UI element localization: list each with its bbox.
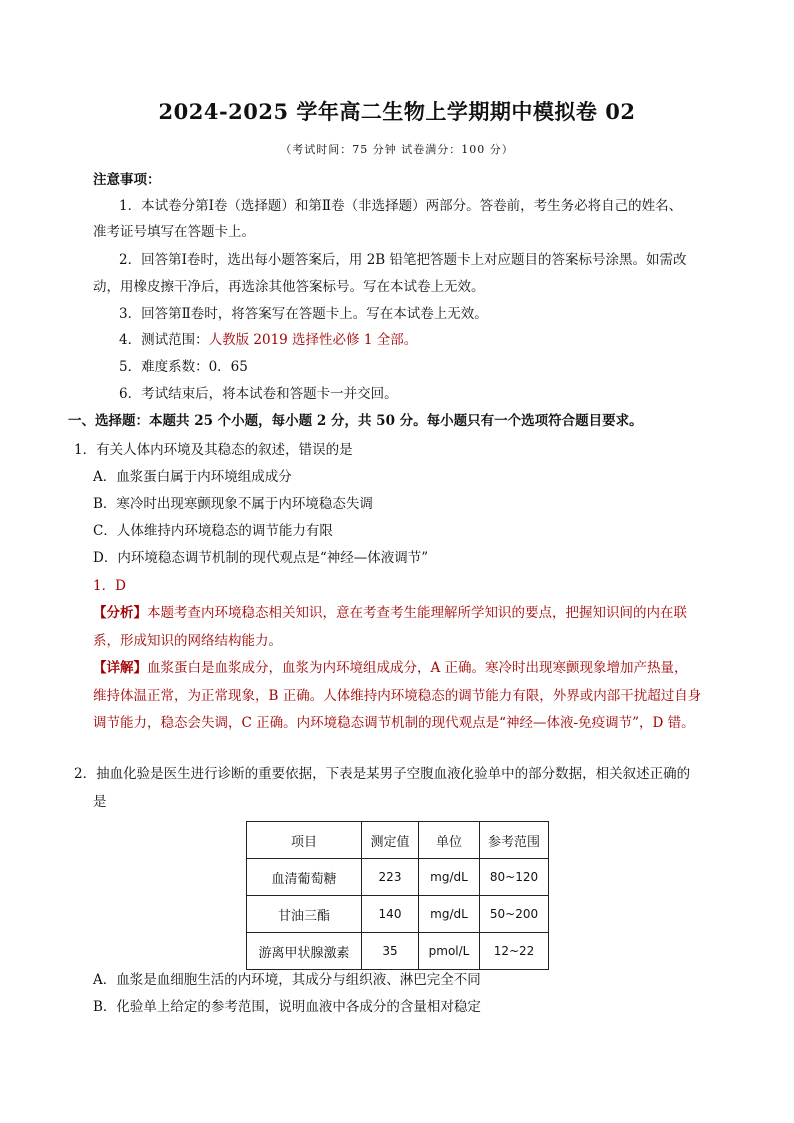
- table-cell: 血清葡萄糖: [247, 859, 362, 896]
- table-cell: 甘油三酯: [247, 896, 362, 933]
- notice-item-4-label: 4．测试范围：: [119, 332, 209, 348]
- table-row: [247, 896, 549, 933]
- table-cell: 35: [362, 933, 419, 970]
- notice-item-5: 5．难度系数：0．65: [119, 359, 248, 375]
- table-cell: 140: [362, 896, 419, 933]
- table-row: [247, 933, 549, 970]
- q1-analysis: [93, 603, 687, 623]
- notice-item-1: 1．本试卷分第Ⅰ卷（选择题）和第Ⅱ卷（非选择题）两部分。答卷前，考生务必将自己的姓名、: [119, 198, 683, 214]
- notice-item-6: 6．考试结束后，将本试卷和答题卡一并交回。: [119, 386, 398, 402]
- section-heading: 一、选择题：本题共 25 个小题，每小题 2 分，共 50 分。每小题只有一个选项符合题目要求。: [68, 413, 643, 429]
- notice-item-2: 2．回答第Ⅰ卷时，选出每小题答案后，用 2B 铅笔把答题卡上对应题目的答案标号涂黑。如需改: [119, 252, 687, 268]
- notice-heading: 注意事项：: [93, 172, 161, 188]
- q1-answer: 1．D: [93, 578, 126, 594]
- q1-detail: [93, 658, 688, 678]
- table-header-cell: 项目: [247, 822, 362, 859]
- exam-title: 2024-2025 学年高二生物上学期期中模拟卷 02: [158, 99, 636, 124]
- table-cell: 80~120: [480, 859, 549, 896]
- q1-analysis-text: 本题考查内环境稳态相关知识，意在考查考生能理解所学知识的要点，把握知识间的内在联: [147, 605, 687, 621]
- q2-option-a: A．血浆是血细胞生活的内环境，其成分与组织液、淋巴完全不同: [93, 972, 481, 988]
- lab-result-table: [246, 821, 549, 970]
- q1-analysis-tag: 【分析】: [93, 605, 147, 621]
- table-header-row: [247, 822, 549, 859]
- q1-stem: 1．有关人体内环境及其稳态的叙述，错误的是: [74, 442, 353, 458]
- q1-option-d: D．内环境稳态调节机制的现代观点是“神经—体液调节”: [93, 550, 429, 566]
- q2-option-b: B．化验单上给定的参考范围，说明血液中各成分的含量相对稳定: [93, 999, 481, 1015]
- notice-item-3: 3．回答第Ⅱ卷时，将答案写在答题卡上。写在本试卷上无效。: [119, 306, 488, 322]
- notice-item-4-value: 人教版 2019 选择性必修 1 全部。: [208, 332, 418, 348]
- table-cell: pmol/L: [419, 933, 480, 970]
- table-header-cell: 单位: [419, 822, 480, 859]
- notice-item-4: [119, 330, 417, 350]
- q1-option-c: C．人体维持内环境稳态的调节能力有限: [93, 523, 333, 539]
- q1-option-b: B．寒冷时出现寒颤现象不属于内环境稳态失调: [93, 496, 373, 512]
- notice-item-1-cont: 准考证号填写在答题卡上。: [93, 224, 255, 240]
- table-header-cell: 测定值: [362, 822, 419, 859]
- notice-item-2-cont: 动，用橡皮擦干净后，再选涂其他答案标号。写在本试卷上无效。: [93, 279, 485, 295]
- table-cell: 223: [362, 859, 419, 896]
- table-cell: 游离甲状腺激素: [247, 933, 362, 970]
- q1-option-a: A．血浆蛋白属于内环境组成成分: [93, 469, 292, 485]
- table-cell: mg/dL: [419, 859, 480, 896]
- table-cell: 50~200: [480, 896, 549, 933]
- exam-subtitle: （考试时间：75 分钟 试卷满分：100 分）: [280, 143, 514, 156]
- table-cell: 12~22: [480, 933, 549, 970]
- q2-stem-cont: 是: [93, 794, 107, 810]
- table-row: [247, 859, 549, 896]
- q2-stem: 2．抽血化验是医生进行诊断的重要依据，下表是某男子空腹血液化验单中的部分数据，相关叙述正确的: [74, 766, 691, 782]
- q1-detail-cont-1: 维持体温正常，为正常现象，B 正确。人体维持内环境稳态的调节能力有限，外界或内部干扰超过自身: [93, 688, 702, 704]
- table-cell: mg/dL: [419, 896, 480, 933]
- q1-detail-text: 血浆蛋白是血浆成分，血浆为内环境组成成分，A 正确。寒冷时出现寒颤现象增加产热量，: [147, 660, 688, 676]
- q1-detail-tag: 【详解】: [93, 660, 147, 676]
- q1-analysis-cont: 系，形成知识的网络结构能力。: [93, 633, 282, 649]
- q1-detail-cont-2: 调节能力，稳态会失调，C 正确。内环境稳态调节机制的现代观点是“神经—体液-免疫调节”，D 错。: [93, 715, 695, 731]
- table-header-cell: 参考范围: [480, 822, 549, 859]
